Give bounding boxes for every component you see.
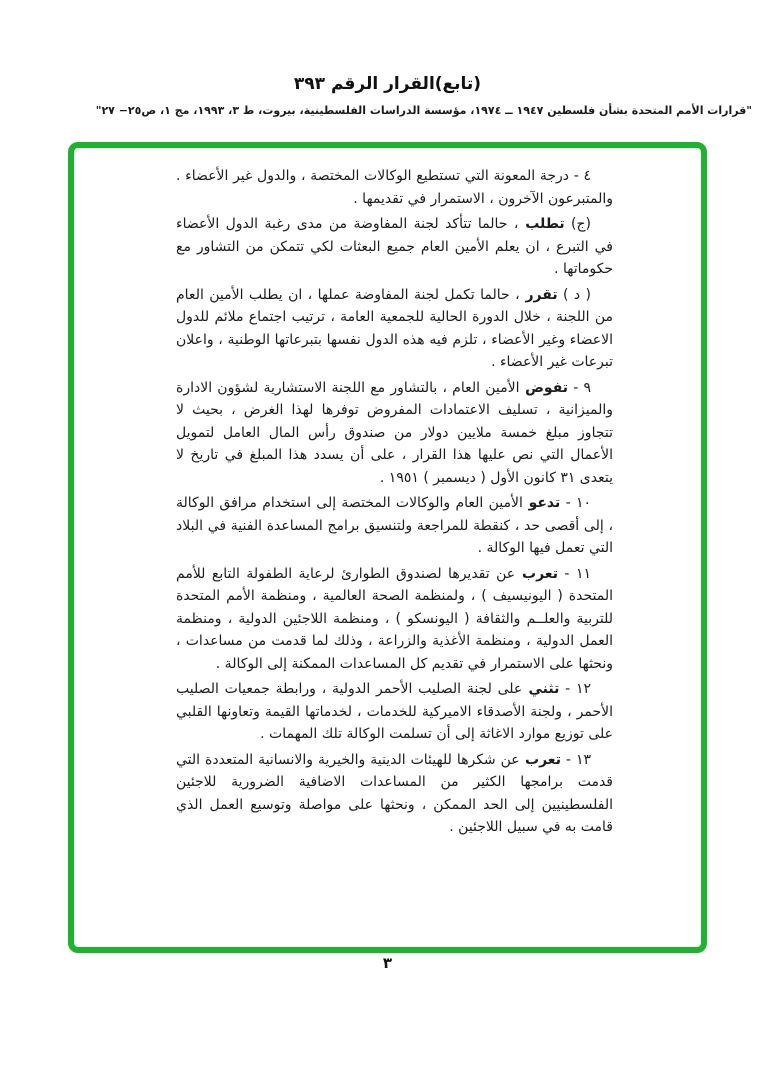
paragraph-keyword: تطلب bbox=[518, 216, 565, 232]
paragraph-text: عن شكرها للهيئات الدينية والخيرية والانسانية المتعددة التي قدمت برامجها الكثير من المساعدات الاضافية الضرورية للاجئين الفلسطينيين إلى الحد الممكن ، ونحثها على مواصلة وتوسيع العمل الذي قامت به في سبيل اللاجئين . bbox=[176, 751, 613, 835]
paragraph-keyword: تقرر bbox=[519, 286, 558, 303]
paragraph bbox=[176, 678, 613, 746]
paragraph bbox=[176, 284, 613, 374]
paragraph bbox=[176, 377, 613, 490]
source-citation: "قرارات الأمم المتحدة بشأن فلسطين ١٩٤٧ ــ ١٩٧٤، مؤسسة الدراسات الفلسطينية، بيروت، ط ٣، ١٩٩٣، مج ١، ص٢٥− ٢٧" bbox=[95, 104, 752, 117]
paragraph-label: ١٠ - bbox=[560, 495, 591, 511]
paragraph-label: (ج) bbox=[564, 216, 591, 232]
paragraph bbox=[176, 492, 613, 560]
paragraph-label: ١٣ - bbox=[560, 751, 592, 768]
paragraph bbox=[176, 749, 613, 839]
paragraph-text: عن تقديرها لصندوق الطوارئ لرعاية الطفولة التابع للأمم المتحدة ( اليونيسيف ) ، ولمنظمة الصحة العالمية ، ومنظمة الأمم المتحدة للتربية والعلــم والثقافة ( اليونسكو ) ، ومنظمة اللاجئين الدولية ، ومنظمة العمل الدولية ، ومنظمة الأغذية والزراعة ، وذلك لما قدمت من مساعدات ، ونحثها على الاستمرار في تقديم كل المساعدات الممكنة إلى الوكالة . bbox=[176, 565, 613, 672]
paragraph-label: ١٢ - bbox=[559, 681, 592, 697]
paragraph-text: ، حالما تكمل لجنة المفاوضة عملها ، ان يطلب الأمين العام من اللجنة ، خلال الدورة الحالية للجمعية العامة ، ترتيب اجتماع ملائم للدول الاعضاء وغير الأعضاء ، تلزم فيه هذه الدول نفسها بتبرعاتها الوطنية ، واعلان تبرعات غير الأعضاء . bbox=[176, 286, 613, 370]
paragraph-text: على لجنة الصليب الأحمر الدولية ، ورابطة جمعيات الصليب الأحمر ، ولجنة الأصدقاء الاميركية للخدمات ، لخدماتها القيمة وتعاونها القلبي على توزيع موارد الاغاثة إلى أن تسلمت الوكالة تلك المهمات . bbox=[176, 681, 613, 742]
paragraph-keyword: تعرب bbox=[519, 751, 561, 768]
paragraph-label: ٤ - bbox=[569, 168, 591, 184]
paragraph-text: ، حالما تتأكد لجنة المفاوضة من مدى رغبة الدول الأعضاء في التبرع ، ان يعلم الأمين العام جميع البعثات لكي تتمكن من التشاور مع حكوماتها . bbox=[176, 216, 613, 277]
paragraph bbox=[176, 165, 613, 210]
paragraph-keyword: تدعو bbox=[522, 495, 561, 511]
paragraph-label: ( د ) bbox=[557, 286, 592, 303]
paragraph-label: ٩ - bbox=[568, 379, 591, 396]
paragraph bbox=[176, 213, 613, 281]
page-title: (تابع)القرار الرقم ٣٩٣ bbox=[293, 74, 482, 94]
paragraph-keyword: تفوض bbox=[519, 379, 569, 396]
paragraph-text: الأمين العام ، بالتشاور مع اللجنة الاستشارية لشؤون الادارة والميزانية ، تسليف الاعتمادات المفروض توفرها لهذا الغرض ، بحيث لا تتجاوز مبلغ خمسة ملايين دولار من صندوق رأس المال العامل لتمويل الأعمال التي نص عليها هذا القرار ، على أن يسدد هذا المبلغ في تاريخ لا يتعدى ٣١ كانون الأول ( ديسمبر ) ١٩٥١ . bbox=[176, 379, 613, 486]
paragraph-text: درجة المعونة التي تستطيع الوكالات المختصة ، والدول غير الأعضاء . والمتبرعون الآخرون ، الاستمرار في تقديمها . bbox=[176, 168, 613, 207]
paragraph-text: الأمين العام والوكالات المختصة إلى استخدام مرافق الوكالة ، إلى أقصى حد ، كنقطة للمراجعة ولتنسيق برامج المساعدة الفنية في البلاد التي تعمل فيها الوكالة . bbox=[176, 495, 613, 556]
paragraph-keyword: تعرب bbox=[515, 565, 558, 582]
paragraph bbox=[176, 563, 613, 676]
page-number: ٣ bbox=[382, 954, 393, 972]
paragraph-keyword: تثني bbox=[522, 681, 560, 697]
document-body bbox=[176, 165, 613, 842]
paragraph-label: ١١ - bbox=[557, 565, 592, 582]
